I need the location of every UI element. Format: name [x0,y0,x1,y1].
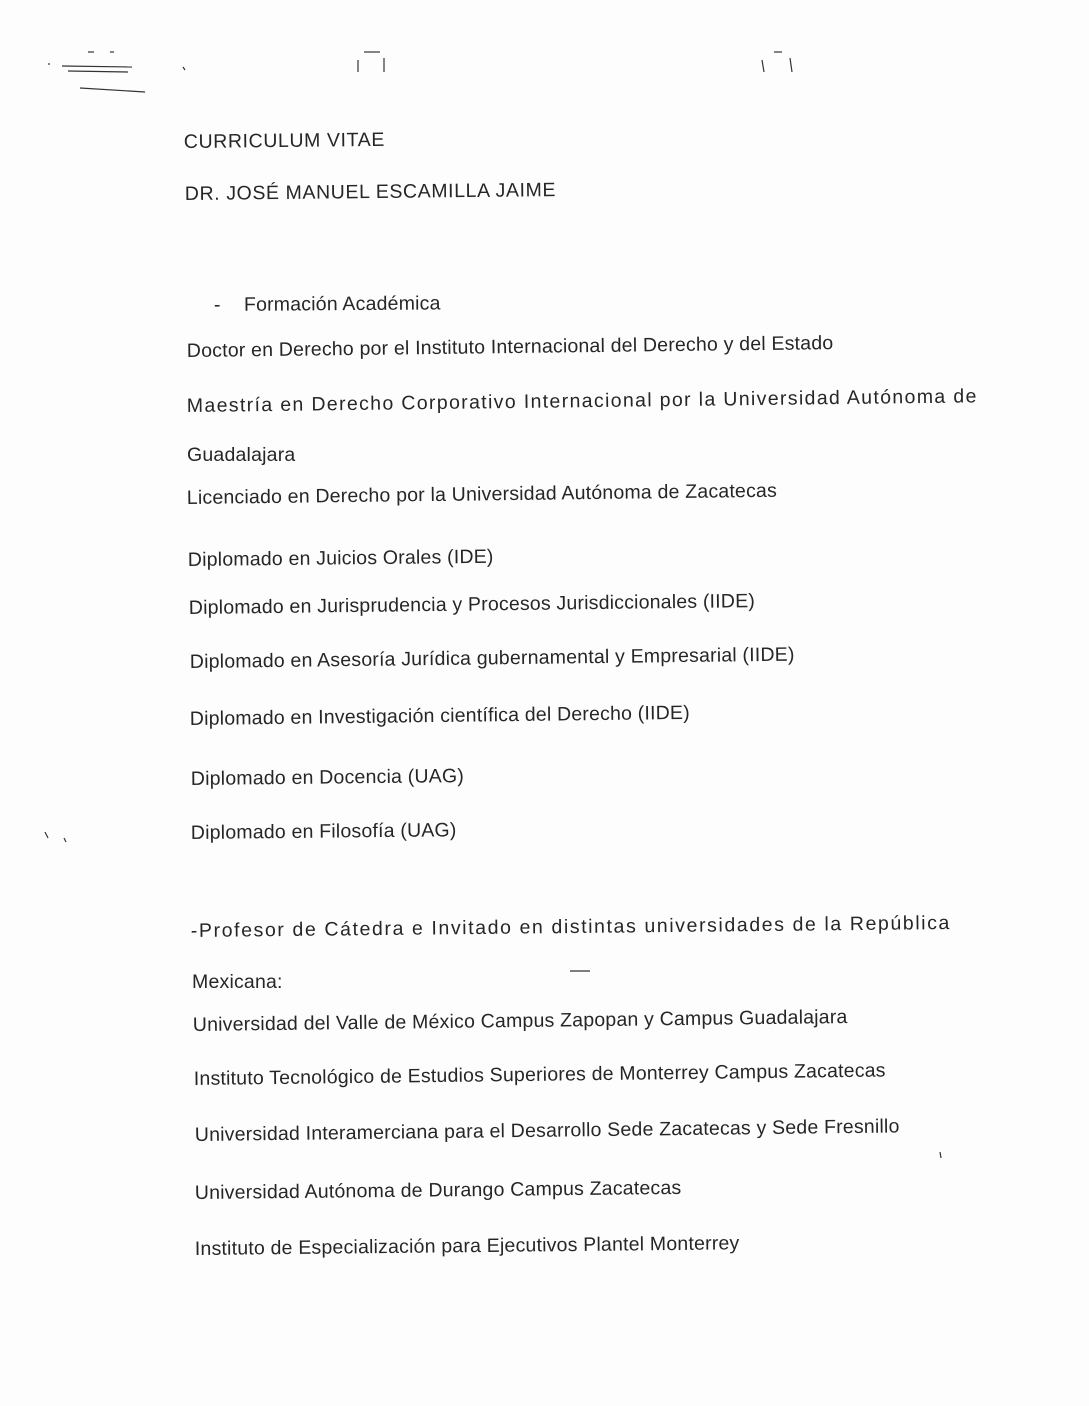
bullet-dash: - [213,293,221,317]
formacion-item: Maestría en Derecho Corporativo Internacional por la Universidad Autónoma de [186,385,978,418]
person-name: DR. JOSÉ MANUEL ESCAMILLA JAIME [184,179,557,206]
section-heading-profesor-cont: Mexicana: [192,971,283,993]
profesor-item: Universidad Interamerciana para el Desarrollo Sede Zacatecas y Sede Fresnillo [194,1115,900,1147]
formacion-item: Licenciado en Derecho por la Universidad Autónoma de Zacatecas [186,479,778,510]
formacion-item: Diplomado en Investigación científica del Derecho (IIDE) [189,701,690,731]
formacion-item: Diplomado en Filosofía (UAG) [190,819,457,845]
profesor-item: Instituto de Especialización para Ejecutivos Plantel Monterrey [194,1232,740,1260]
formacion-item: Diplomado en Jurisprudencia y Procesos Jurisdiccionales (IIDE) [188,590,756,620]
formacion-item: Diplomado en Docencia (UAG) [190,765,465,791]
document-title: CURRICULUM VITAE [183,128,385,154]
section-heading-label: Formación Académica [243,292,441,316]
section-heading-profesor: -Profesor de Cátedra e Invitado en distintas universidades de la República [190,912,952,943]
section-heading-formacion [214,292,441,317]
profesor-item: Universidad del Valle de México Campus Zapopan y Campus Guadalajara [192,1006,848,1037]
formacion-item: Guadalajara [187,444,296,466]
formacion-item: Doctor en Derecho por el Instituto Internacional del Derecho y del Estado [186,332,834,363]
formacion-item: Diplomado en Juicios Orales (IDE) [187,545,494,572]
formacion-item: Diplomado en Asesoría Jurídica gubernamental y Empresarial (IIDE) [189,643,795,674]
profesor-item: Instituto Tecnológico de Estudios Superiores de Monterrey Campus Zacatecas [193,1059,886,1091]
profesor-item: Universidad Autónoma de Durango Campus Zacatecas [194,1176,682,1204]
